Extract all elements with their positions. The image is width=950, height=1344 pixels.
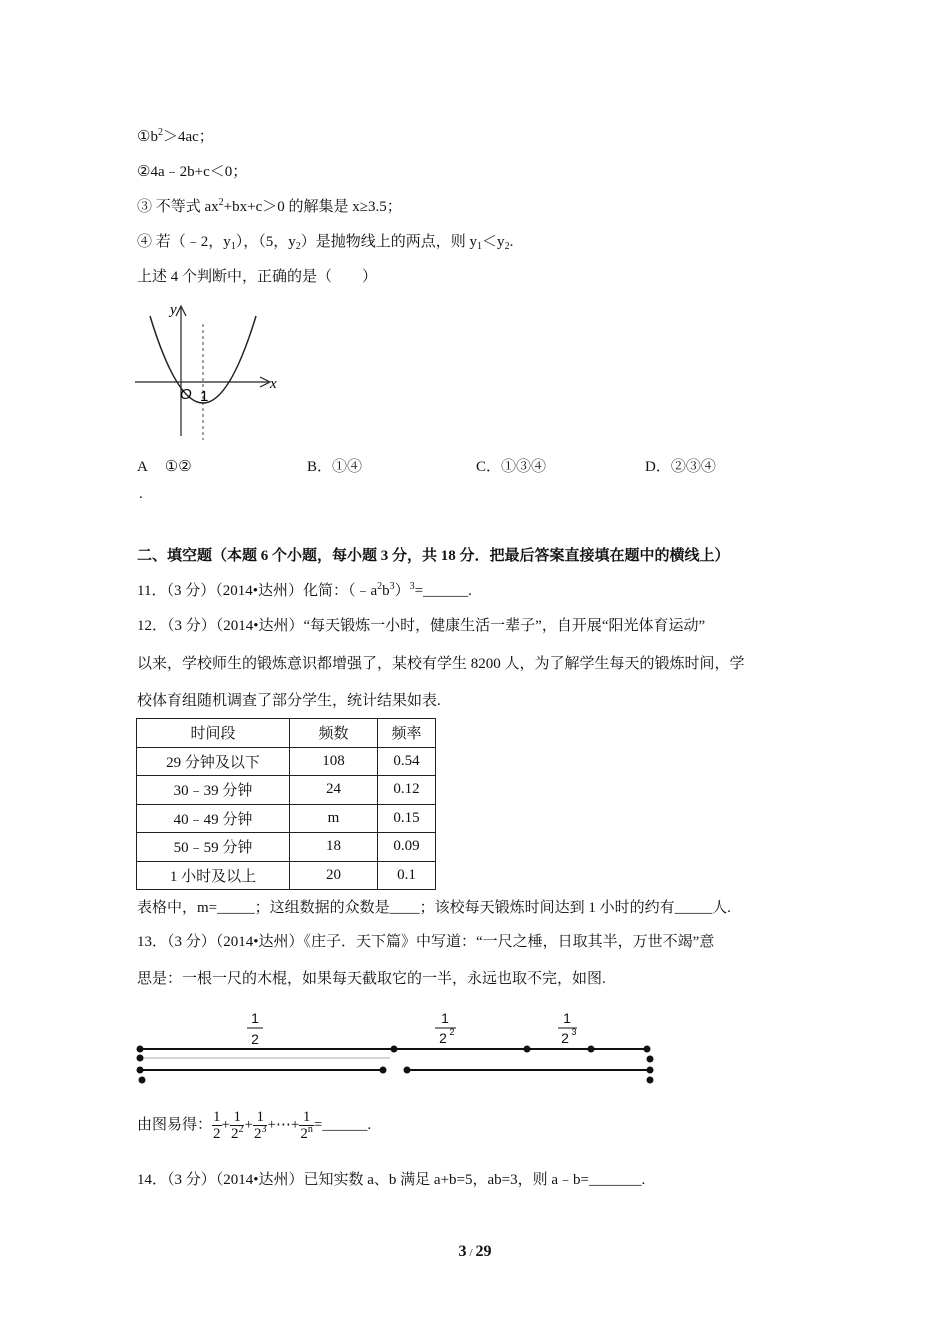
statement-3: ③ 不等式 $ax^2+bx+c>0$ 的解集是 x≥3.5； — [137, 197, 402, 215]
parabola-graph — [130, 300, 290, 440]
question-13-line-1: 13．（3 分）（2014•达州）《庄子．天下篇》中写道：“一尺之棰，日取其半，万世不竭”意 — [137, 934, 715, 950]
table-cell: 1 小时及以上 — [137, 861, 290, 890]
section-heading: 二、填空题（本题 6 个小题，每小题 3 分，共 18 分．把最后答案直接填在题中的横线上） — [137, 548, 730, 564]
origin-label: O — [180, 386, 192, 403]
statement-2: ②4a﹣2b+c＜0； — [137, 164, 248, 180]
choice-b[interactable]: B．①④ — [307, 459, 363, 475]
fig-frac2-den: 2 — [439, 1030, 447, 1046]
choice-a-text: ①② — [164, 459, 192, 475]
choice-a[interactable] — [137, 457, 192, 477]
fig-frac1-num: 1 — [251, 1010, 259, 1026]
fig-frac1-den: 2 — [251, 1031, 259, 1047]
question-13-line-2: 思是：一根一尺的木棍，如果每天截取它的一半，永远也取不完，如图. — [137, 971, 606, 987]
table-row — [137, 861, 436, 890]
term-n: $\frac{1}{2^n}$ — [300, 1109, 313, 1143]
table-row — [137, 804, 436, 833]
choice-d[interactable]: D．②③④ — [645, 459, 716, 475]
header-frequency: 频数 — [290, 719, 378, 748]
y-axis-label: y — [170, 302, 177, 318]
fig-frac2-num: 1 — [441, 1010, 449, 1026]
table-cell: 24 — [290, 776, 378, 805]
tick-label-1: 1 — [200, 388, 209, 405]
question-14: 14．（3 分）（2014•达州）已知实数 a、b 满足 a+b=5，ab=3，则 a﹣b=_______. — [137, 1172, 646, 1188]
stick-halving-figure — [130, 1005, 670, 1095]
statement-4: ④ 若（﹣2，$y_1$），（5，$y_2$）是抛物线上的两点，则 $y_1<y_2$. — [137, 234, 514, 252]
choice-a-dot: . — [139, 486, 143, 502]
table-header-row — [137, 719, 436, 748]
table-cell: 0.1 — [378, 861, 436, 890]
question-11: 11．（3 分）（2014•达州）化简：$(﹣a^2b^3)^3=\_\_\_\_\_\_$. — [137, 581, 472, 599]
table-cell: 108 — [290, 747, 378, 776]
fig-frac2-exp: 2 — [449, 1027, 455, 1037]
term-1: $\frac{1}{2}$ — [213, 1109, 221, 1143]
statement-1: $①b^2>4ac$； — [137, 127, 214, 145]
table-cell: 30﹣39 分钟 — [137, 776, 290, 805]
table-row — [137, 747, 436, 776]
choice-a-letter: A — [137, 459, 148, 475]
term-2: $\frac{1}{2^2}$ — [230, 1109, 244, 1143]
page-number: 3 / 29 — [458, 1243, 492, 1260]
question-12-line-2: 以来，学校师生的锻炼意识都增强了，某校有学生 8200 人，为了解学生每天的锻炼时间，学 — [137, 656, 745, 672]
table-row — [137, 833, 436, 862]
header-rate: 频率 — [378, 719, 436, 748]
series-formula: 由图易得： $\frac{1}{2}$ + $\frac{1}{2^2}$ + $\frac{1}{2^3}$ +⋯+ $\frac{1}{2^n}$ =______. — [137, 1109, 372, 1143]
term-3: $\frac{1}{2^3}$ — [253, 1109, 267, 1143]
fig-frac3-exp: 3 — [571, 1027, 577, 1037]
header-period: 时间段 — [137, 719, 290, 748]
x-axis-label: x — [270, 376, 277, 392]
table-cell: 40﹣49 分钟 — [137, 804, 290, 833]
question-prompt: 上述 4 个判断中，正确的是（ ） — [137, 269, 378, 285]
question-12-line-3: 校体育组随机调查了部分学生，统计结果如表. — [137, 693, 441, 709]
table-cell: 0.12 — [378, 776, 436, 805]
table-cell: 0.15 — [378, 804, 436, 833]
frequency-table — [136, 718, 436, 890]
question-12-line-1: 12．（3 分）（2014•达州）“每天锻炼一小时，健康生活一辈子”，自开展“阳光体育运动” — [137, 618, 706, 634]
table-cell: 0.09 — [378, 833, 436, 862]
table-cell: 0.54 — [378, 747, 436, 776]
table-cell: 18 — [290, 833, 378, 862]
table-cell: 29 分钟及以下 — [137, 747, 290, 776]
table-cell: 20 — [290, 861, 378, 890]
choice-c[interactable]: C．①③④ — [476, 459, 547, 475]
fig-frac3-den: 2 — [561, 1030, 569, 1046]
table-cell: 50﹣59 分钟 — [137, 833, 290, 862]
question-12-blanks: 表格中，m=_____；这组数据的众数是____；该校每天锻炼时间达到 1 小时的约有_____人. — [137, 900, 731, 916]
fig-frac3-num: 1 — [563, 1010, 571, 1026]
table-cell: m — [290, 804, 378, 833]
table-row — [137, 776, 436, 805]
